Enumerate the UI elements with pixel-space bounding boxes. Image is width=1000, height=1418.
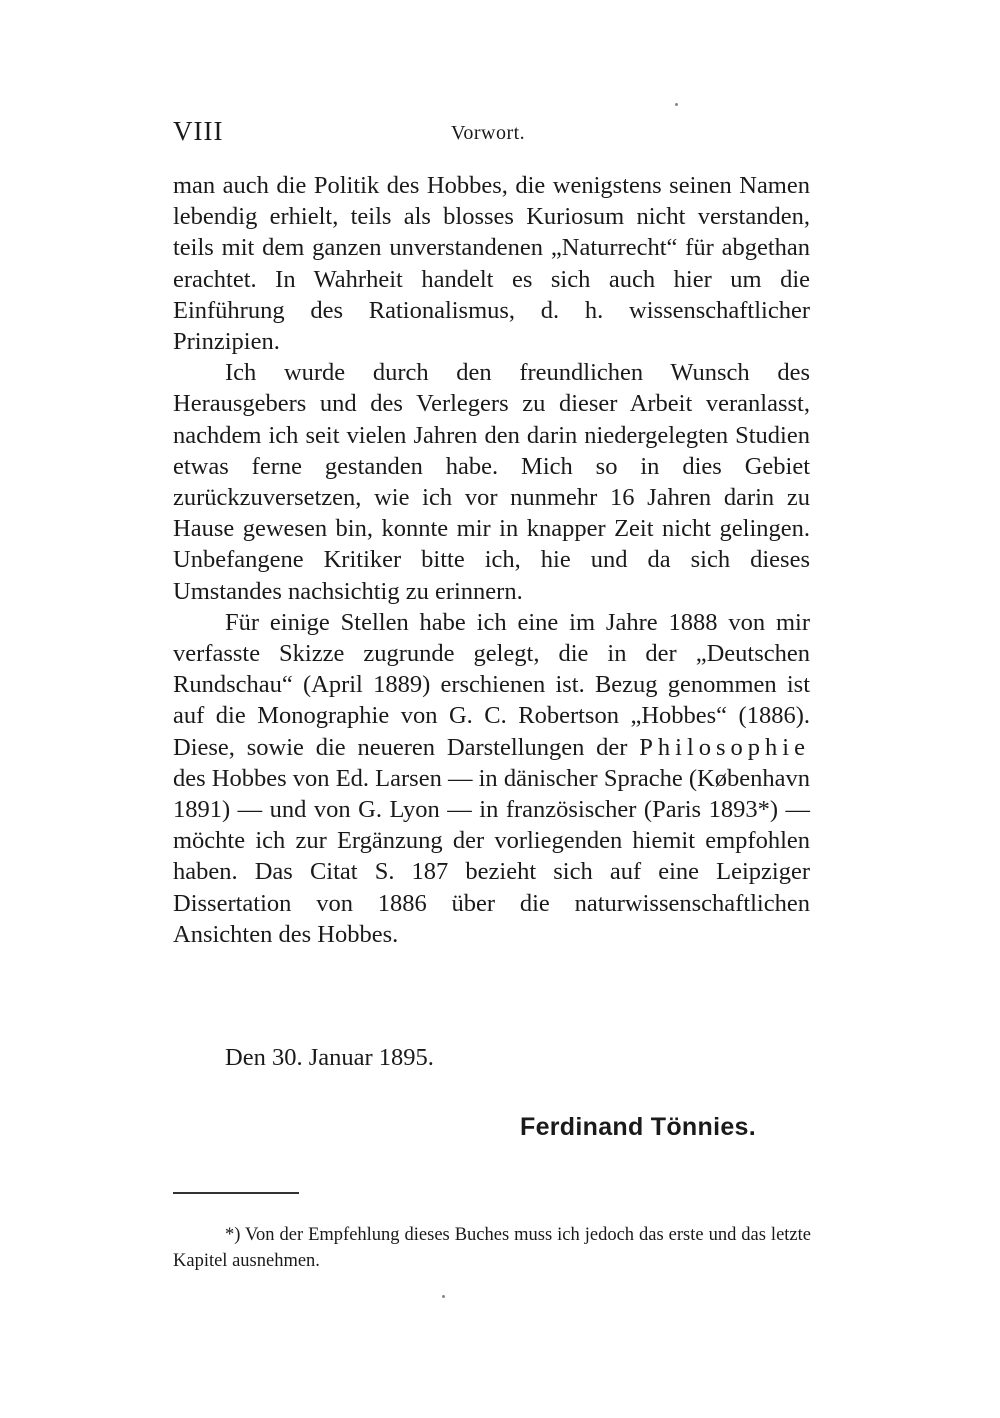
paragraph-3 bbox=[173, 607, 810, 950]
page-header bbox=[173, 116, 813, 156]
paragraph-2: Ich wurde durch den freundlichen Wunsch des Herausgebers und des Verlegers zu dieser Arbeit veranlasst, nachdem ich seit vielen Jahren den darin niedergelegten Studien etwas ferne gestanden habe. Mich so in dies Gebiet zurückzuversetzen, wie ich vor nunmehr 16 Jahren darin zu Hause gewesen bin, konnte mir in knapper Zeit nicht gelingen. Unbefangene Kritiker bitte ich, hie und da sich dieses Umstandes nachsichtig zu erinnern. bbox=[173, 359, 810, 605]
scan-speck bbox=[442, 1295, 445, 1298]
paragraph-3-part-1: Für einige Stellen habe ich eine im Jahre 1888 von mir verfasste Skizze zugrunde gelegt, die in der „Deutschen Rundschau“ (April 1889) erschienen ist. Bezug genommen ist auf die Monographie von G. C. Robertson „Hobbes“ (1886). Diese, sowie die neueren Darstellungen der bbox=[173, 608, 810, 761]
paragraph-3-part-2: des Hobbes von Ed. Larsen — in dänischer Sprache (København 1891) — und von G. Lyon — in französischer (Paris 1893*) — möchte ich zur Ergänzung der vorliegenden hiemit empfohlen haben. Das Citat S. 187 bezieht sich auf eine Leipziger Dissertation von 1886 über die naturwissenschaftlichen Ansichten des Hobbes. bbox=[173, 764, 810, 948]
footnote bbox=[173, 1222, 811, 1274]
scan-speck bbox=[675, 103, 678, 106]
running-title: Vorwort. bbox=[451, 122, 526, 144]
body-text bbox=[173, 170, 810, 950]
spaced-word-philosophie: Philosophie bbox=[639, 733, 810, 761]
page-number: VIII bbox=[173, 116, 224, 146]
footnote-divider bbox=[173, 1192, 299, 1194]
author-signature: Ferdinand Tönnies. bbox=[520, 1113, 756, 1141]
paragraph-1: man auch die Politik des Hobbes, die wenigstens seinen Namen lebendig erhielt, teils als blosses Kuriosum nicht verstanden, teils mit dem ganzen unverstandenen „Naturrecht“ für abgethan erachtet. In Wahrheit handelt es sich auch hier um die Einführung des Rationalismus, d. h. wissenschaftlicher Prinzipien. bbox=[173, 172, 810, 356]
footnote-text: *) Von der Empfehlung dieses Buches muss ich jedoch das erste und das letzte Kapitel ausnehmen. bbox=[173, 1225, 811, 1271]
dateline: Den 30. Januar 1895. bbox=[225, 1044, 434, 1071]
